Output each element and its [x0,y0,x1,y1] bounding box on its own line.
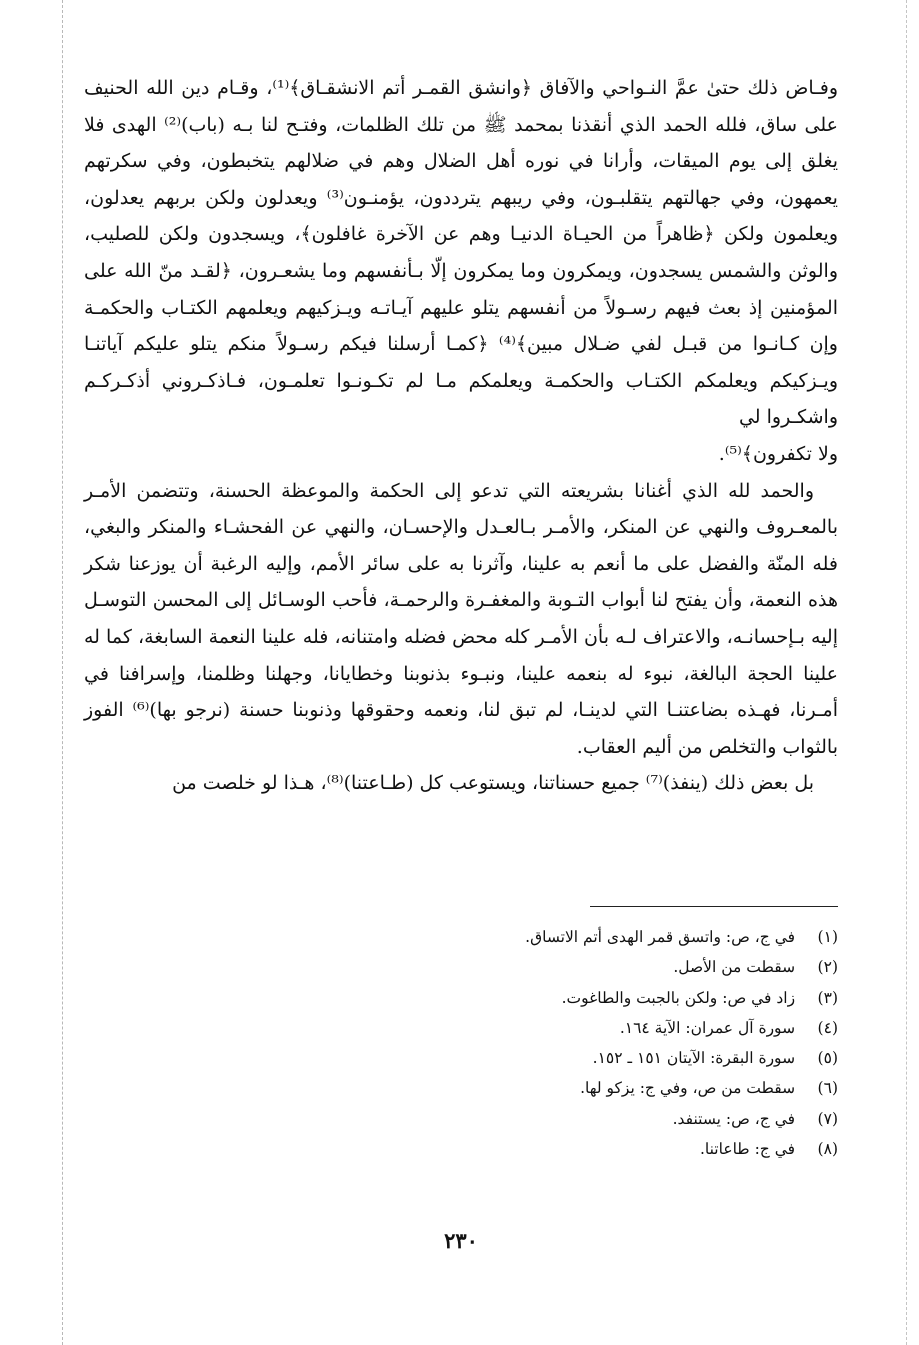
footnote-text: في ج، ص: يستنفد. [672,1109,796,1128]
footnote-text: زاد في ص: ولكن بالجبت والطاغوت. [561,988,796,1007]
footnote-number: (١) [817,928,838,946]
footnote-text: سورة البقرة: الآيتان ١٥١ ـ ١٥٢. [592,1049,796,1068]
page-number: ٢٣٠ [444,1228,478,1253]
footnote-text: سورة آل عمران: الآية ١٦٤. [619,1018,796,1037]
footnote-item [84,1104,838,1134]
footnote-number: (٣) [817,988,838,1007]
footnote-number: (٧) [817,1109,838,1128]
scan-edge-right [906,0,907,1345]
footnote-divider [590,906,838,907]
paragraph-2-text: والحمد لله الذي أغنانا بشريعته التي تدعو إلى الحكمة والموعظة الحسنة، وتتضمن الأمـر بالمعـروف والنهي عن المنكر، والأمـر بـالعـدل والإحسـان، والنهي عن الفحشـاء والمنكر والبغي، فله المنّة والفضل على ما أنعم به علينا، وآثرنا به على سائر الأمم، وإليه الرغبة أن يوزعنا شكر هذه النعمة، وأن يفتح لنا أبواب التـوبة والمغفـرة والرحمـة، فأحب الوسـائل إلى المحسن التوسـل إليه بـإحسانـه، والاعتراف لـه بأن الأمـر كله محض فضله وامتنانه، فله علينا النعمة السابغة، كما له علينا الحجة البالغة، نبوء له بنعمه علينا، ونبـوء بذنوبنا وخطايانا، وجهلنا وظلمنا، وإسرافنا في أمـرنا، فهـذه بضاعتنـا التي لدينـا، لم تبق لنا، ونعمه وحقوقها وذنوبنا حسنة (نرجو بها)⁽⁶⁾ الفوز بالثواب والتخلص من أليم العقاب. [84,479,838,758]
book-page [84,70,838,1320]
footnote-item [84,922,838,952]
footnote-text: سقطت من الأصل. [673,958,796,977]
footnotes-list [84,922,838,1164]
footnote-item [84,952,838,982]
footnote-item [84,1043,838,1073]
footnote-number: (٨) [817,1140,838,1159]
footnote-text: سقطت من ص، وفي ج: يزكو لها. [580,1079,796,1098]
footnote-number: (٢) [817,958,838,977]
footnote-item [84,983,838,1013]
footnote-text: في ج: طاعاتنا. [699,1140,796,1159]
footnote-number: (٥) [817,1049,838,1068]
paragraph-2-last-line: بل بعض ذلك (ينفذ)⁽⁷⁾ جميع حسناتنا، ويستوعب كل (طـاعتنا)⁽⁸⁾، هـذا لو خلصت من [172,772,814,795]
footnote-text: في ج، ص: واتسق قمر الهدى أتم الاتساق. [525,928,796,946]
paragraph-1-last-line: ولا تكفرون﴾⁽⁵⁾. [718,442,838,465]
footnote-number: (٦) [817,1079,838,1098]
body-paragraph-2 [84,473,838,802]
footnote-item [84,1134,838,1164]
scan-edge-left [62,0,63,1345]
footnote-item [84,1073,838,1103]
body-paragraph-1 [84,70,838,473]
paragraph-1-text: وفـاض ذلك حتىٰ عمَّ النـواحي والآفاق ﴿وانشق القمـر أتم الانشقـاق﴾⁽¹⁾، وقـام دين الله الحنيف على ساق، فلله الحمد الذي أنقذنا بمحمد ﷺ من تلك الظلمات، وفتـح لنا بـه (باب)⁽²⁾ الهدى فلا يغلق إلى يوم الميقات، وأرانا في نوره أهل الضلال وهم في ضلالهم يتخبطون، وفي سكرتهم يعمهون، وفي جهالتهم يتقلبـون، وفي ريبهم يترددون، يؤمنـون⁽³⁾ ويعدلون ولكن بربهم يعدلون، ويعلمون ولكن ﴿ظاهراً من الحيـاة الدنيـا وهم عن الآخرة غافلون﴾، ويسجدون ولكن للصليب، والوثن والشمس يسجدون، ويمكرون وما يمكرون إلّا بـأنفسهم وما يشعـرون، ﴿لقـد منّ الله على المؤمنين إذ بعث فيهم رسـولاً من أنفسهم يتلو عليهم آيـاتـه ويـزكيهم ويعلمهم الكتـاب والحكمـة وإن كـانـوا من قبـل لفي ضـلال مبين﴾⁽⁴⁾ ﴿كمـا أرسلنا فيكم رسـولاً منكم يتلو عليكم آياتنـا ويـزكيكم ويعلمكم الكتـاب والحكمـة ويعلمكم مـا لم تكـونـوا تعلمـون، فـاذكـروني أذكـركـم واشكـروا لي [84,77,839,429]
footnote-number: (٤) [817,1018,838,1037]
footnote-item [84,1013,838,1043]
